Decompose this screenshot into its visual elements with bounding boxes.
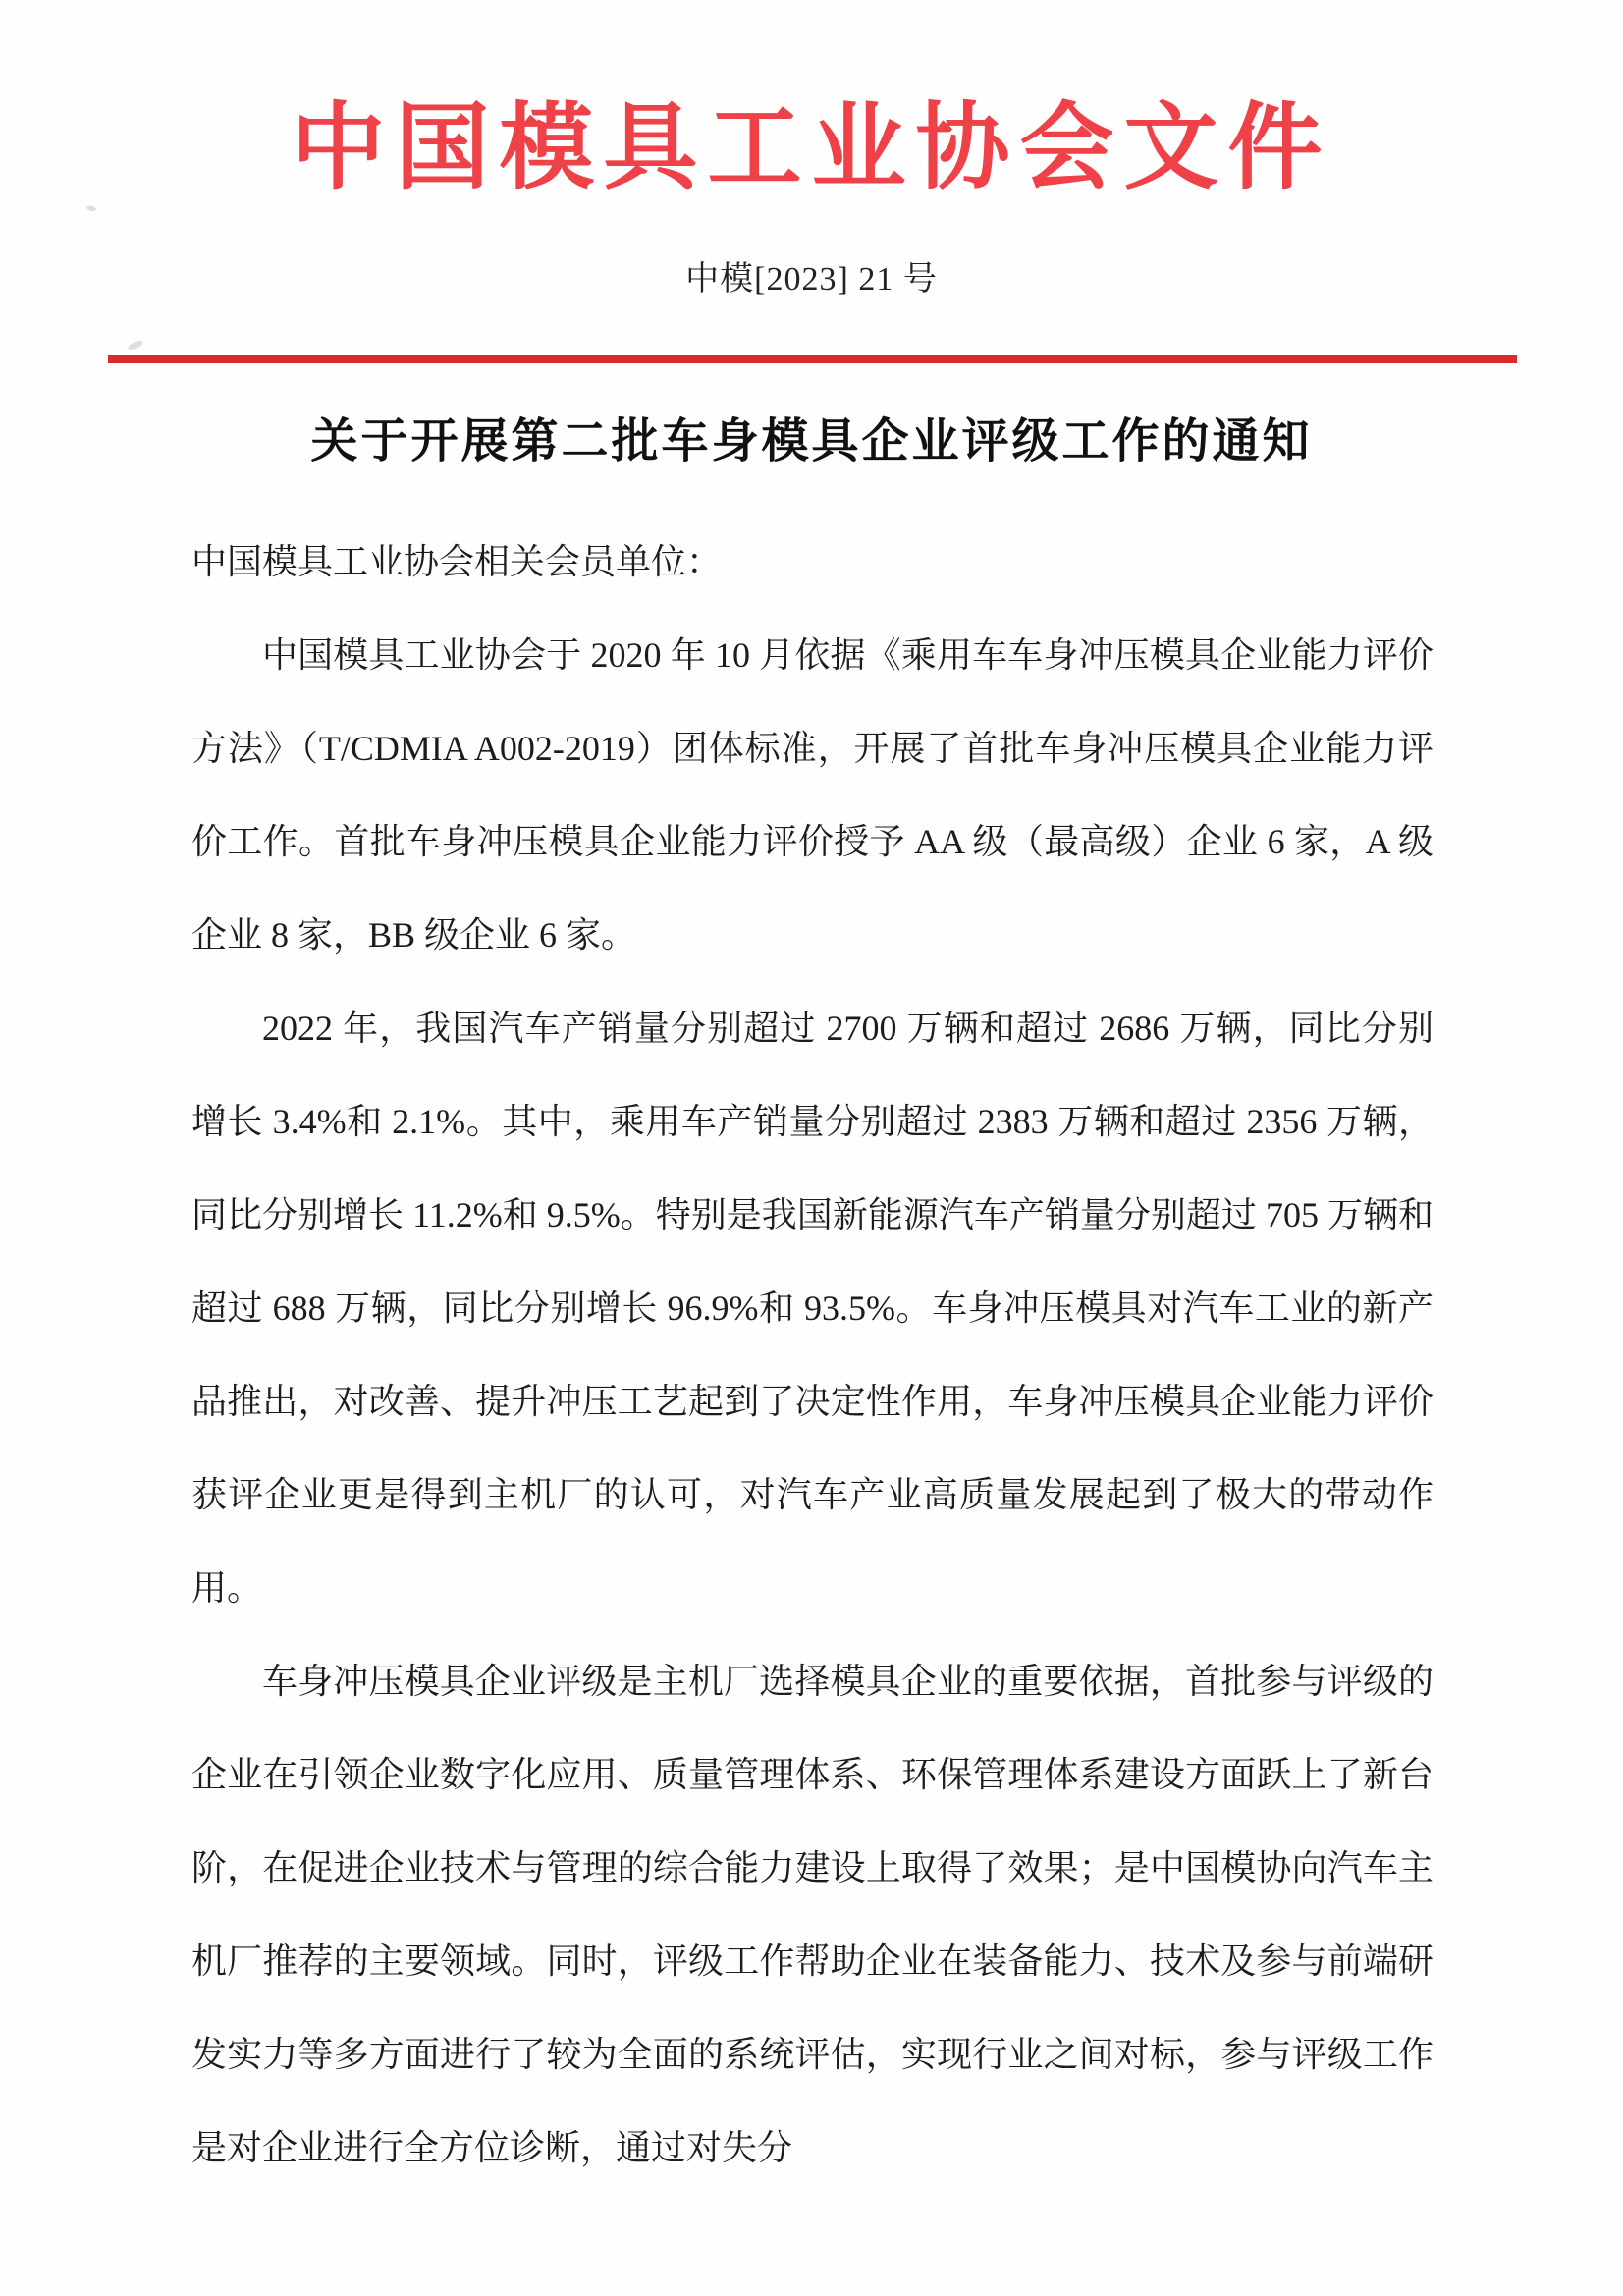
document-number: 中模[2023] 21 号 bbox=[685, 260, 938, 298]
letterhead-title: 中国模具工业协会文件 bbox=[291, 95, 1332, 200]
document-title: 关于开展第二批车身模具企业评级工作的通知 bbox=[310, 414, 1313, 467]
body-paragraph: 车身冲压模具企业评级是主机厂选择模具企业的重要依据，首批参与评级的企业在引领企业数字化应用、质量管理体系、环保管理体系建设方面跃上了新台阶，在促进企业技术与管理的综合能力建设上取得了效果；是中国模协向汽车主机厂推荐的主要领域。同时，评级工作帮助企业在装备能力、技术及参与前端研发实力等多方面进行了较为全面的系统评估，实现行业之间对标，参与评级工作是对企业进行全方位诊断，通过对失分 bbox=[191, 1661, 1434, 2167]
body-paragraph: 中国模具工业协会于 2020 年 10 月依据《乘用车车身冲压模具企业能力评价方法》（T/CDMIA A002-2019）团体标准，开展了首批车身冲压模具企业能力评价工作。首批车身冲压模具企业能力评价授予 AA 级（最高级）企业 6 家，A 级企业 8 家，BB 级企业 6 家。 bbox=[191, 634, 1434, 955]
body-paragraph: 2022 年，我国汽车产销量分别超过 2700 万辆和超过 2686 万辆，同比分别增长 3.4%和 2.1%。其中，乘用车产销量分别超过 2383 万辆和超过 2356 万辆，同比分别增长 11.2%和 9.5%。特别是我国新能源汽车产销量分别超过 705 万辆和超过 688 万辆，同比分别增长 96.9%和 93.5%。车身冲压模具对汽车工业的新产品推出，对改善、提升冲压工艺起到了决定性作用，车身冲压模具企业能力评价获评企业更是得到主机厂的认可，对汽车产业高质量发展起到了极大的带动作用。 bbox=[191, 1008, 1434, 1608]
scan-artifact bbox=[127, 339, 143, 352]
scan-artifact bbox=[86, 205, 97, 212]
red-divider-rule bbox=[108, 355, 1517, 363]
salutation-line: 中国模具工业协会相关会员单位： bbox=[191, 541, 723, 581]
document-body bbox=[191, 516, 1434, 2195]
